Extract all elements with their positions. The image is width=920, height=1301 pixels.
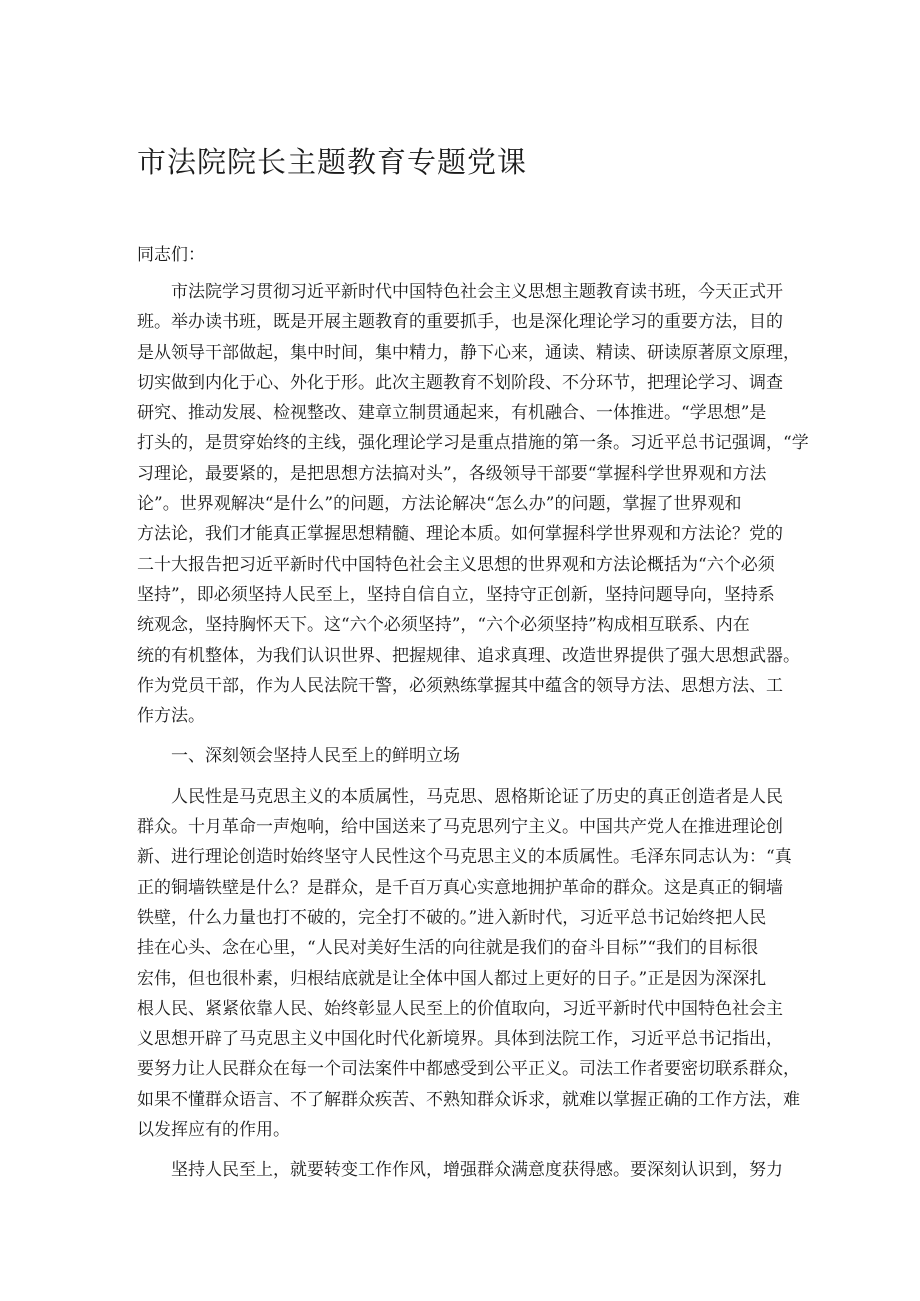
text-line: 宏伟，但也很朴素，归根结底就是让全体中国人都过上更好的日子。”正是因为深深扎: [137, 968, 767, 989]
salutation: 同志们：: [137, 245, 205, 265]
text-line: 研究、推动发展、检视整改、建章立制贯通起来，有机融合、一体推进。“学思想”是: [137, 403, 767, 424]
text-line: 要努力让人民群众在每一个司法案件中都感受到公平正义。司法工作者要密切联系群众，: [137, 1059, 800, 1080]
text-line: 统观念，坚持胸怀天下。这“六个必须坚持”，“六个必须坚持”构成相互联系、内在: [137, 615, 750, 636]
text-line: 切实做到内化于心、外化于形。此次主题教育不划阶段、不分环节，把理论学习、调查: [137, 372, 783, 393]
text-line: 市法院学习贯彻习近平新时代中国特色社会主义思想主题教育读书班，今天正式开: [171, 282, 783, 302]
text-line: 人民性是马克思主义的本质属性，马克思、恩格斯论证了历史的真正创造者是人民: [171, 786, 783, 807]
text-line: 统的有机整体，为我们认识世界、把握规律、追求真理、改造世界提供了强大思想武器。: [137, 645, 800, 666]
text-line: 作方法。: [137, 706, 205, 727]
text-line: 挂在心头、念在心里，“人民对美好生活的向往就是我们的奋斗目标”“我们的目标很: [137, 938, 759, 959]
text-line: 论”。世界观解决“是什么”的问题，方法论解决“怎么办”的问题，掌握了世界观和: [137, 494, 742, 515]
body-paragraph: [137, 277, 809, 731]
body-paragraph: [137, 782, 800, 1146]
text-line: 习理论，最要紧的，是把思想方法搞对头”，各级领导干部要“掌握科学世界观和方法: [137, 463, 767, 484]
text-line: 群众。十月革命一声炮响，给中国送来了马克思列宁主义。中国共产党人在推进理论创: [137, 817, 783, 838]
text-line: 一、深刻领会坚持人民至上的鲜明立场: [171, 746, 460, 767]
text-line: 根人民、紧紧依靠人民、始终彰显人民至上的价值取向，习近平新时代中国特色社会主: [137, 998, 783, 1019]
text-line: 方法论，我们才能真正掌握思想精髓、理论本质。如何掌握科学世界观和方法论？党的: [137, 524, 783, 545]
document-body: [137, 277, 809, 1196]
text-line: 以发挥应有的作用。: [137, 1120, 290, 1141]
section-heading: [137, 741, 787, 771]
text-line: 坚持人民至上，就要转变工作作风，增强群众满意度获得感。要深刻认识到，努力: [171, 1160, 783, 1181]
text-line: 打头的，是贯穿始终的主线，强化理论学习是重点措施的第一条。习近平总书记强调，“学: [137, 433, 809, 454]
document-title: 市法院院长主题教育专题党课: [137, 145, 528, 179]
body-paragraph: [137, 1155, 787, 1185]
text-line: 正的铜墙铁壁是什么？是群众，是千百万真心实意地拥护革命的群众。这是真正的铜墙: [137, 877, 783, 898]
text-line: 如果不懂群众语言、不了解群众疾苦、不熟知群众诉求，就难以掌握正确的工作方法，难: [137, 1089, 800, 1110]
text-line: 义思想开辟了马克思主义中国化时代化新境界。具体到法院工作，习近平总书记指出，: [137, 1029, 783, 1050]
text-line: 坚持”，即必须坚持人民至上，坚持自信自立，坚持守正创新，坚持问题导向，坚持系: [137, 584, 775, 605]
text-line: 铁壁，什么力量也打不破的，完全打不破的。”进入新时代，习近平总书记始终把人民: [137, 907, 767, 928]
text-line: 是从领导干部做起，集中时间，集中精力，静下心来，通读、精读、研读原著原文原理，: [137, 342, 800, 363]
text-line: 新、进行理论创造时始终坚守人民性这个马克思主义的本质属性。毛泽东同志认为：“真: [137, 847, 792, 868]
text-line: 作为党员干部，作为人民法院干警，必须熟练掌握其中蕴含的领导方法、思想方法、工: [137, 675, 783, 696]
text-line: 班。举办读书班，既是开展主题教育的重要抓手，也是深化理论学习的重要方法，目的: [137, 312, 783, 333]
text-line: 二十大报告把习近平新时代中国特色社会主义思想的世界观和方法论概括为“六个必须: [137, 554, 775, 575]
